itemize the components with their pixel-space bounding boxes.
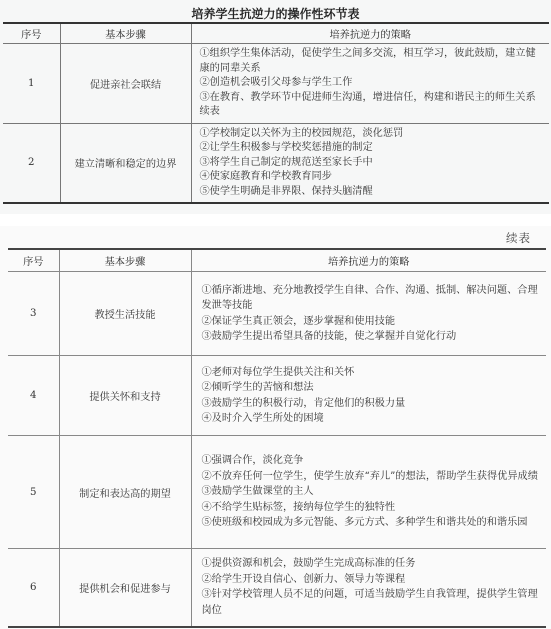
row-strategies <box>191 436 546 549</box>
strategy-item: ②给学生开设自信心、创新力、领导力等课程 <box>201 573 406 585</box>
row-step: 建立清晰和稳定的边界 <box>60 123 191 203</box>
strategy-item: ③在教育、教学环节中促进师生沟通，增进信任，构建和谐民主的师生关系续表 <box>199 91 536 117</box>
header-num: 序号 <box>3 23 60 44</box>
header-num: 序号 <box>8 249 59 272</box>
table1-panel <box>0 0 551 214</box>
row-step: 提供机会和促进参与 <box>59 549 191 627</box>
table-header-row <box>8 249 546 272</box>
row-num: 1 <box>3 44 60 124</box>
continued-label: 续表 <box>506 231 531 245</box>
table2-panel <box>0 226 551 629</box>
row-step: 提供关怀和支持 <box>59 356 191 436</box>
strategy-item: ①强调合作，淡化竞争 <box>201 455 304 467</box>
row-num: 6 <box>8 549 59 627</box>
strategy-item: ①提供资源和机会，鼓励学生完成高标准的任务 <box>201 558 416 570</box>
strategy-item: ⑤使班级和校园成为多元智能、多元方式、多种学生和谐共处的和谐乐园 <box>201 517 528 529</box>
table-row <box>8 272 546 356</box>
row-num: 3 <box>8 272 59 356</box>
strategy-item: ④不给学生贴标签，接纳每位学生的独特性 <box>201 501 396 513</box>
table-row <box>8 356 546 436</box>
strategy-item: ②创造机会吸引父母参与学生工作 <box>199 77 353 88</box>
strategy-item: ①循序渐进地、充分地教授学生自律、合作、沟通、抵制、解决问题、合理发泄等技能 <box>201 284 538 311</box>
row-step: 制定和表达高的期望 <box>59 436 191 549</box>
strategy-item: ②不放弃任何一位学生，使学生放弃“弃儿”的想法，帮助学生获得优异成绩 <box>201 470 538 482</box>
row-num: 5 <box>8 436 59 549</box>
strategy-table-1 <box>3 22 549 204</box>
strategy-item: ④使家庭教育和学校教育同步 <box>199 171 332 182</box>
strategy-item: ③鼓励学生做课堂的主人 <box>201 486 314 498</box>
row-strategies <box>191 44 549 124</box>
table-header-row <box>3 23 549 44</box>
row-step: 促进亲社会联结 <box>60 44 191 124</box>
header-step: 基本步骤 <box>60 23 191 44</box>
row-strategies <box>191 123 549 203</box>
strategy-item: ②保证学生真正领会，逐步掌握和使用技能 <box>201 315 396 327</box>
row-strategies <box>191 549 546 627</box>
table-row <box>8 436 546 549</box>
row-num: 4 <box>8 356 59 436</box>
strategy-item: ③将学生自己制定的规范送至家长手中 <box>199 156 373 168</box>
strategy-table-2 <box>8 248 546 628</box>
header-strategy: 培养抗逆力的策略 <box>191 249 546 272</box>
strategy-item: ①学校制定以关怀为主的校园规范，淡化惩罚 <box>199 127 404 139</box>
strategy-item: ④及时介入学生所处的困境 <box>201 413 324 424</box>
row-strategies <box>191 356 546 436</box>
row-strategies <box>191 272 546 356</box>
header-step: 基本步骤 <box>59 249 191 272</box>
strategy-item: ③针对学校管理人员不足的问题，可适当鼓励学生自我管理，提供学生管理岗位 <box>201 589 538 616</box>
header-strategy: 培养抗逆力的策略 <box>191 23 549 44</box>
strategy-item: ①组织学生集体活动，促使学生之间多交流，相互学习，彼此鼓励，建立健康的同辈关系 <box>199 48 536 74</box>
table-row <box>3 44 549 124</box>
strategy-item: ③鼓励学生提出希望具备的技能，使之掌握并自觉化行动 <box>201 331 457 342</box>
strategy-item: ②倾听学生的苦恼和想法 <box>201 382 314 393</box>
table-title: 培养学生抗逆力的操作性环节表 <box>191 7 360 21</box>
table-row <box>8 549 546 627</box>
strategy-item: ①老师对每位学生提供关注和关怀 <box>201 366 355 378</box>
table-row <box>3 123 549 203</box>
row-step: 教授生活技能 <box>59 272 191 356</box>
strategy-item: ③鼓励学生的积极行动，肯定他们的积极力量 <box>201 397 406 409</box>
row-num: 2 <box>3 123 60 203</box>
strategy-item: ②让学生积极参与学校奖惩措施的制定 <box>199 142 373 153</box>
strategy-item: ⑤使学生明确是非界限、保持头脑清醒 <box>199 185 373 197</box>
